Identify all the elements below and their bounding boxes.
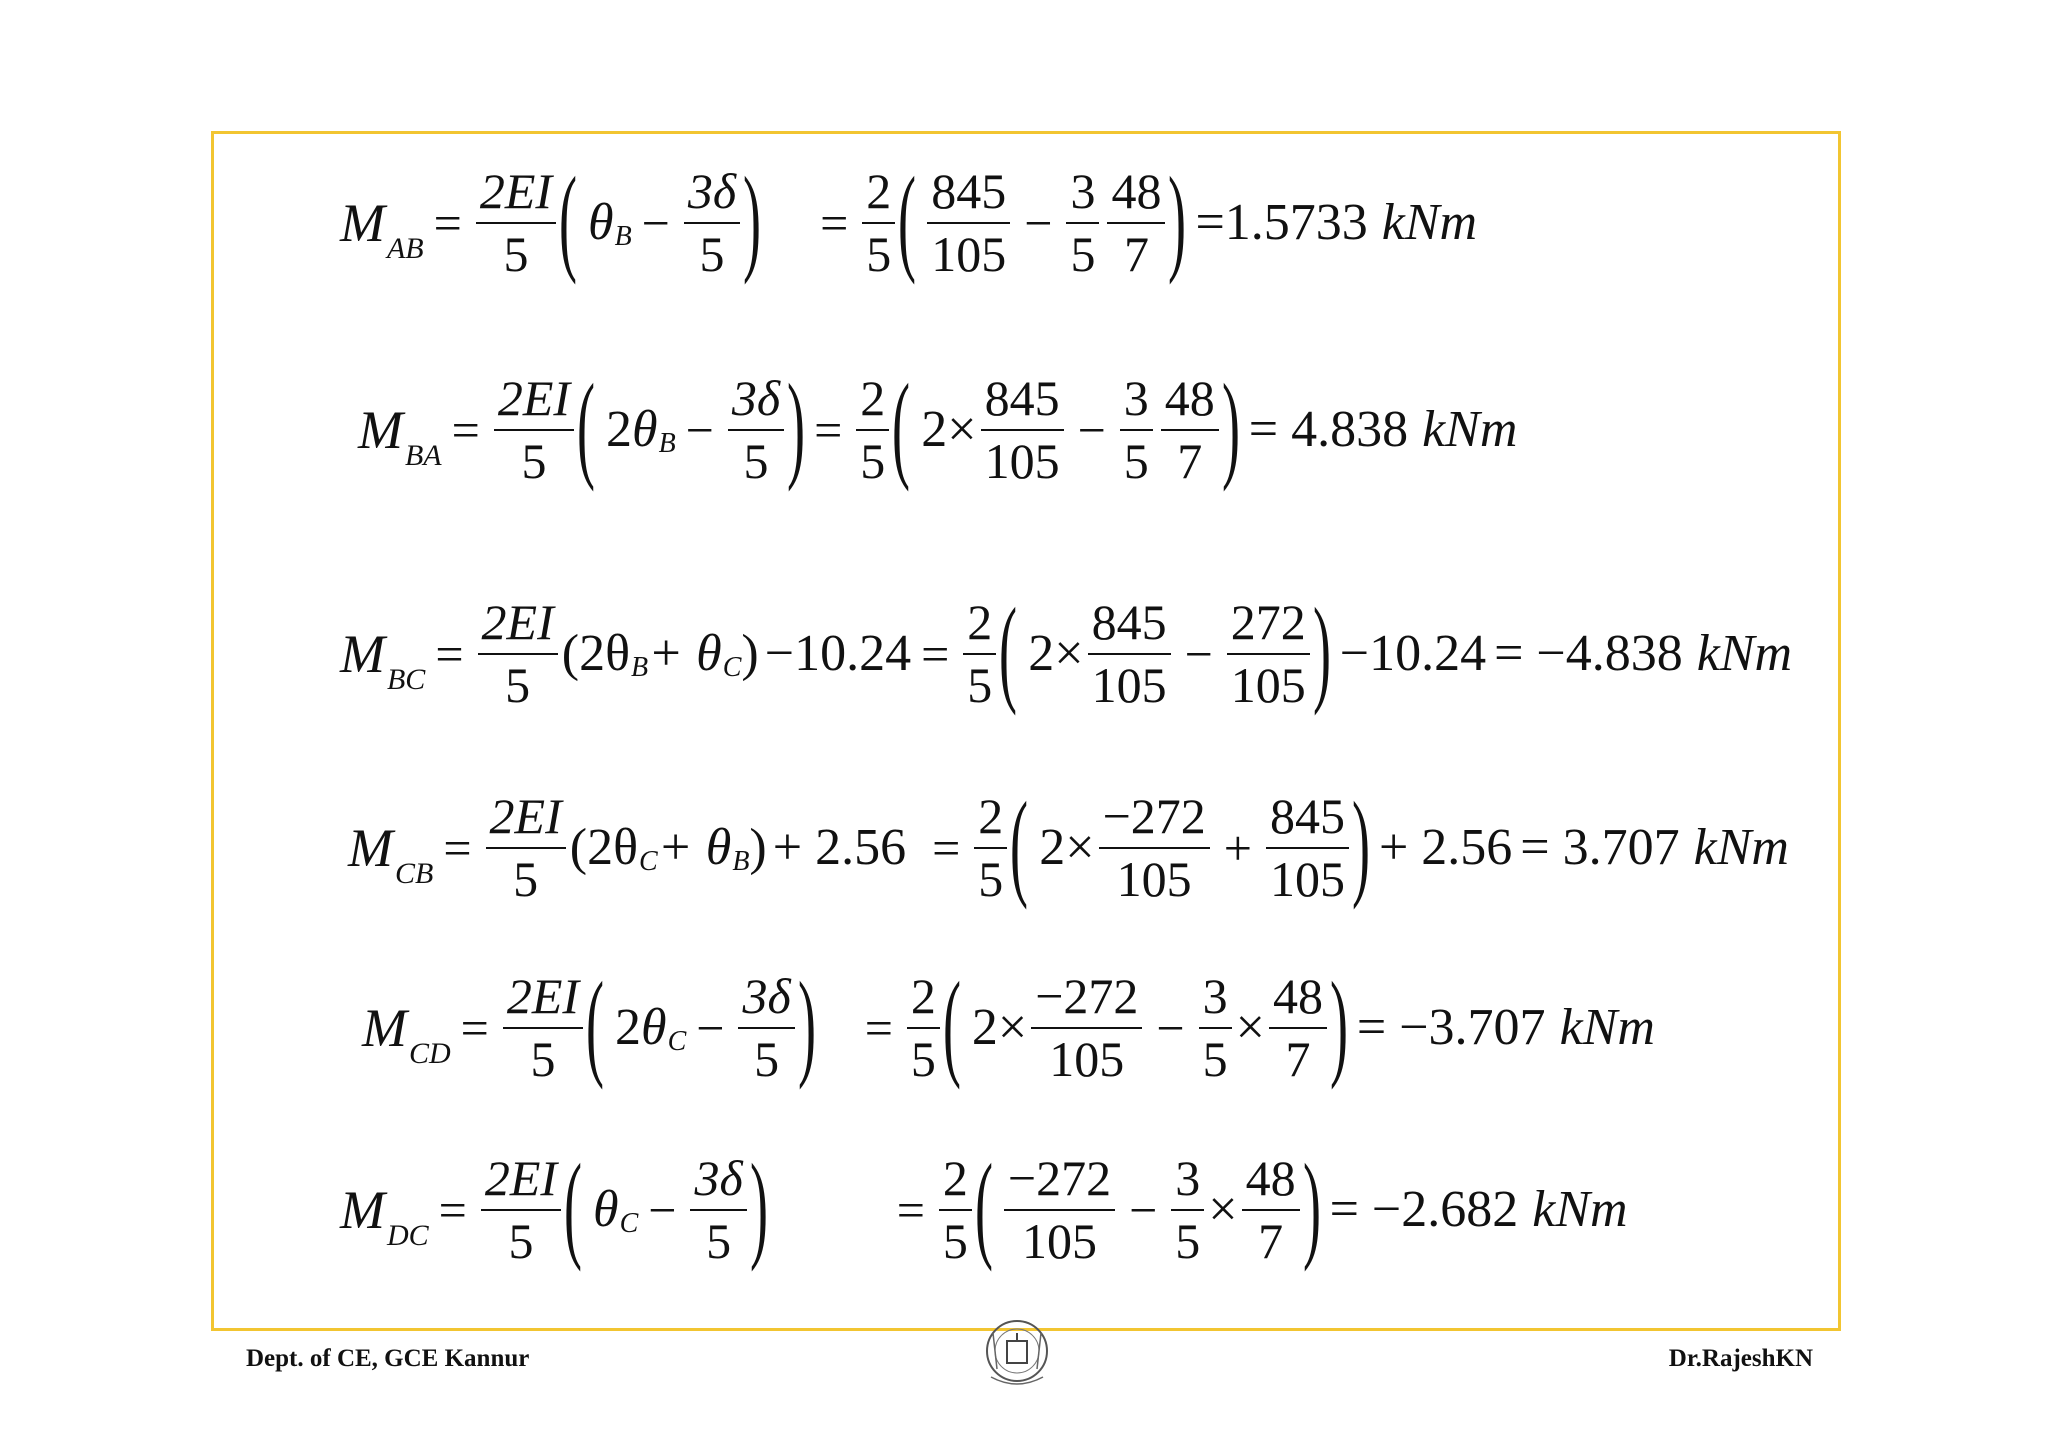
equation-mba: M BA = $\frac{2EI}{5}$ ( 2 θ B − $\frac{3\delta}{5}$ ) = $\frac{2}{5}$ ( 2× $\frac{845}{105}$ − $\frac{3}{5}$ $\frac{48}{7}$ ) = 4.838 kNm xyxy=(358,358,1518,492)
unit-label: kNm xyxy=(1559,998,1655,1056)
unit-label: kNm xyxy=(1532,1180,1628,1238)
moment-symbol: M CD xyxy=(362,997,451,1070)
unit-label: kNm xyxy=(1696,624,1793,682)
result-value: = −3.707 xyxy=(1356,998,1546,1056)
unit-label: kNm xyxy=(1422,400,1518,458)
footer-department: Dept. of CE, GCE Kannur xyxy=(246,1345,530,1372)
unit-label: kNm xyxy=(1381,193,1478,251)
moment-symbol: M BA xyxy=(358,399,442,472)
coef-fraction: $\frac{2EI}{5}$ xyxy=(476,165,556,280)
moment-symbol: M AB xyxy=(340,192,424,265)
footer-author: Dr.RajeshKN xyxy=(1668,1345,1813,1372)
result-value: = 4.838 xyxy=(1248,400,1409,458)
moment-symbol: M BC xyxy=(340,623,426,696)
result-value: = 3.707 xyxy=(1520,818,1680,876)
moment-symbol: M DC xyxy=(340,1179,429,1252)
equation-mcd: M CD = $\frac{2EI}{5}$ ( 2 θ C − $\frac{3\delta}{5}$ ) = $\frac{2}{5}$ ( 2× $\frac{-272}{105}$ − $\frac{3}{5}$ × $\frac{48}{7}$ ) = −3.707 kNm xyxy=(362,956,1655,1090)
equation-mbc: M BC = $\frac{2EI}{5}$ ( 2θ B + θ C ) −10.24 = $\frac{2}{5}$ ( 2× $\frac{845}{105}$ − $\frac{272}{105}$ ) −10.24 = −4.838 kNm xyxy=(340,582,1793,716)
result-value: =1.5733 xyxy=(1195,193,1368,251)
equation-mcb: M CB = $\frac{2EI}{5}$ ( 2θ C + θ B ) + 2.56 = $\frac{2}{5}$ ( 2× $\frac{-272}{105}$ + $\frac{845}{105}$ ) + 2.56 = 3.707 kNm xyxy=(348,776,1789,910)
result-value: = −2.682 xyxy=(1329,1180,1519,1238)
moment-symbol: M CB xyxy=(348,817,434,890)
equation-mdc: M DC = $\frac{2EI}{5}$ ( θ C − $\frac{3\delta}{5}$ ) = $\frac{2}{5}$ ( $\frac{-272}{105}$ − $\frac{3}{5}$ × $\frac{48}{7}$ ) = −2.682 kNm xyxy=(340,1138,1628,1272)
result-value: = −4.838 xyxy=(1494,624,1683,682)
college-seal-icon xyxy=(983,1313,1051,1393)
equation-mab: M AB = $\frac{2EI}{5}$ ( θ B − $\frac{3\delta}{5}$ ) = $\frac{2}{5}$ ( $\frac{845}{105}$ − $\frac{3}{5}$ $\frac{48}{7}$ ) =1.5733 kNm xyxy=(340,151,1478,285)
unit-label: kNm xyxy=(1693,818,1789,876)
